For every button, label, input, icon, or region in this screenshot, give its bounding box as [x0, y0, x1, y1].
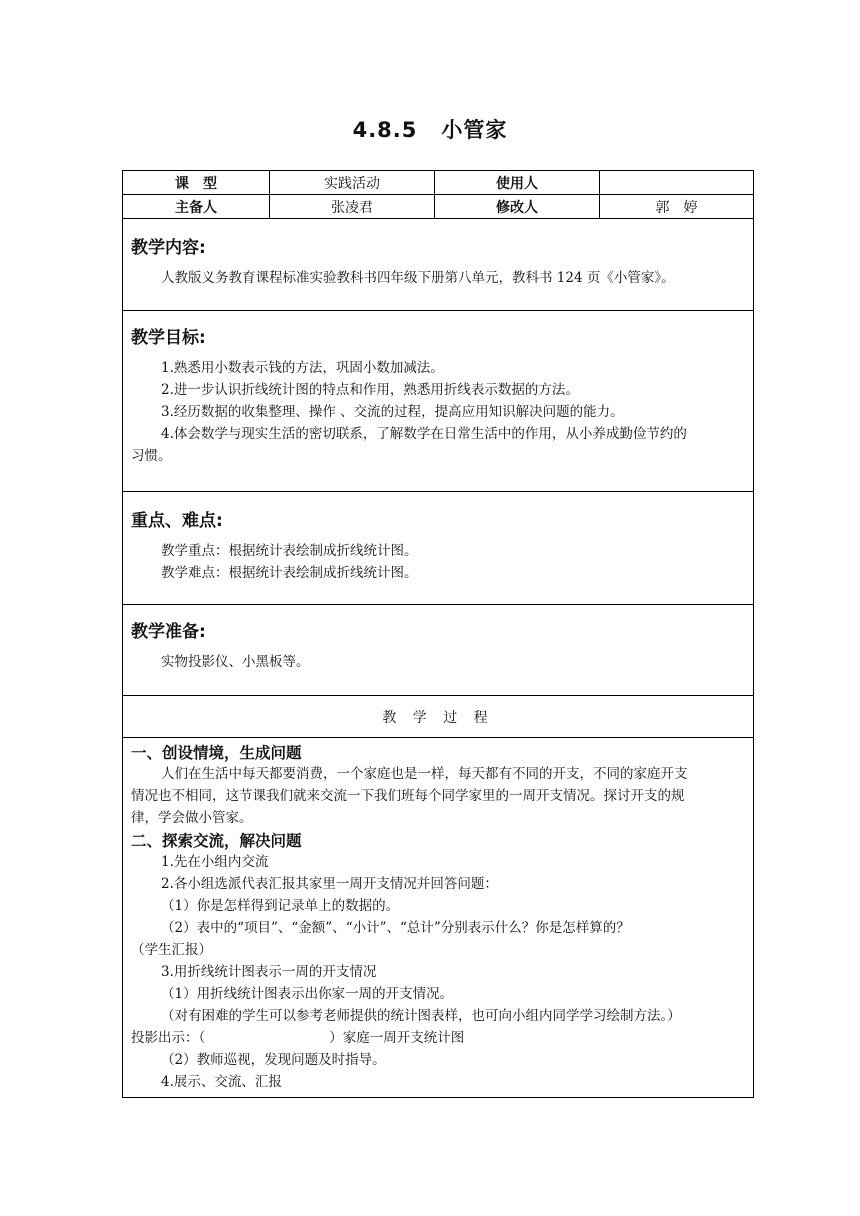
lesson-plan-table: [122, 170, 754, 1098]
section2-heading: 二、探索交流，解决问题: [131, 832, 302, 850]
type-label: 课 型: [123, 171, 270, 194]
section2-line: 3.用折线统计图表示一周的开支情况: [161, 964, 377, 980]
section1-heading: 一、创设情境，生成问题: [131, 744, 302, 762]
section2-line: （2）表中的“项目”、“金额”、“小计”、“总计”分别表示什么？你是怎样算的？: [161, 920, 630, 936]
keypoint-item: 教学重点：根据统计表绘制成折线统计图。: [161, 543, 418, 559]
section2-line: 2.各小组选派代表汇报其家里一周开支情况并回答问题：: [161, 876, 498, 892]
header-row-1: [123, 171, 753, 195]
process-body: [123, 738, 753, 1097]
prep-text: 实物投影仪、小黑板等。: [161, 654, 310, 670]
projection-suffix: ）家庭一周开支统计图: [329, 1030, 465, 1046]
type-value: 实践活动: [270, 171, 435, 194]
prep-heading: 教学准备:: [131, 622, 206, 642]
keypoint-item: 教学难点：根据统计表绘制成折线统计图。: [161, 565, 418, 581]
goal-item: 2.进一步认识折线统计图的特点和作用，熟悉用折线表示数据的方法。: [161, 382, 579, 398]
section2-line: （对有困难的学生可以参考老师提供的统计图表样，也可向小组内同学学习绘制方法。）: [161, 1008, 681, 1024]
lesson-title: 小管家: [441, 118, 508, 142]
lesson-number: 4.8.5: [352, 118, 418, 142]
keypoints-section: [123, 492, 753, 605]
section1-line: 律，学会做小管家。: [131, 810, 253, 826]
content-text: 人教版义务教育课程标准实验教科书四年级下册第八单元，教科书 124 页《小管家》。: [161, 270, 675, 286]
user-label: 使用人: [435, 171, 600, 194]
header-row-2: [123, 195, 753, 219]
section2-line: 4.展示、交流、汇报: [161, 1074, 282, 1090]
goal-item: 4.体会数学与现实生活的密切联系，了解数学在日常生活中的作用，从小养成勤俭节约的: [161, 426, 687, 442]
section2-line: （学生汇报）: [131, 942, 212, 958]
user-value: [600, 171, 753, 194]
keypoints-heading: 重点、难点:: [131, 511, 223, 531]
goal-item: 1.熟悉用小数表示钱的方法，巩固小数加减法。: [161, 360, 444, 376]
preparer-value: 张凌君: [270, 195, 435, 218]
goals-heading: 教学目标:: [131, 328, 206, 348]
editor-label: 修改人: [435, 195, 600, 218]
process-title-row: [123, 696, 753, 738]
prep-section: [123, 605, 753, 696]
section2-line: （1）你是怎样得到记录单上的数据的。: [161, 898, 400, 914]
goals-section: [123, 311, 753, 492]
goal-item: 3.经历数据的收集整理、操作 、交流的过程，提高应用知识解决问题的能力。: [161, 404, 624, 420]
section2-line: （2）教师巡视，发现问题及时指导。: [161, 1052, 386, 1068]
goal-item: 习惯。: [131, 448, 172, 464]
preparer-label: 主备人: [123, 195, 270, 218]
section2-line: （1）用折线统计图表示出你家一周的开支情况。: [161, 986, 454, 1002]
section2-line: 1.先在小组内交流: [161, 854, 269, 870]
content-section: [123, 219, 753, 311]
projection-prefix: 投影出示：（: [131, 1030, 206, 1046]
section1-line: 人们在生活中每天都要消费，一个家庭也是一样，每天都有不同的开支，不同的家庭开支: [161, 766, 688, 782]
process-title: 教 学 过 程: [382, 709, 494, 726]
projection-line: [131, 1027, 464, 1049]
page-title: [0, 114, 860, 144]
content-heading: 教学内容:: [131, 238, 206, 258]
section1-line: 情况也不相同，这节课我们就来交流一下我们班每个同学家里的一周开支情况。探讨开支的规: [131, 788, 685, 804]
editor-value: 郭 婷: [655, 199, 698, 216]
